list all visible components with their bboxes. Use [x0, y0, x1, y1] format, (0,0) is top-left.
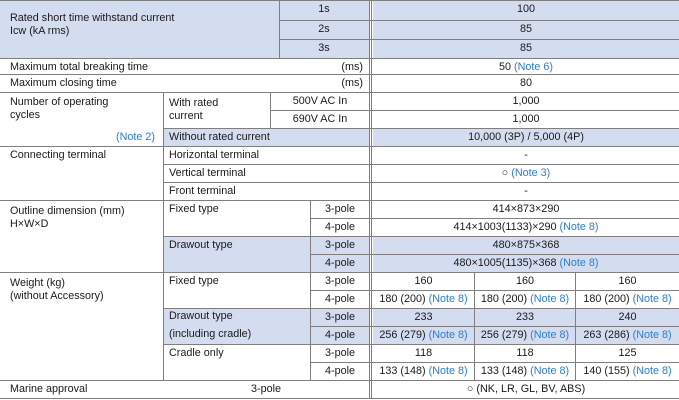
front-terminal-value: -	[524, 185, 528, 197]
vertical-terminal-label: Vertical terminal	[169, 167, 246, 179]
outline-drawout-4pole-label: 4-pole	[324, 257, 355, 269]
front-terminal-label: Front terminal	[169, 185, 236, 197]
marine-approval-value: ○ (NK, LR, GL, BV, ABS)	[466, 383, 586, 395]
weight-fixed-3pole-col1: 160	[414, 275, 433, 287]
without-rated-current-label: Without rated current	[169, 131, 270, 143]
horizontal-terminal-value: -	[524, 149, 528, 161]
v690-value: 1,000	[512, 113, 540, 125]
v500-value: 1,000	[512, 95, 540, 107]
weight-fixed-4pole-label: 4-pole	[324, 293, 355, 305]
closing-time-label: Maximum closing time	[10, 77, 117, 89]
weight-cradle-4pole-label: 4-pole	[324, 365, 355, 377]
outline-drawout-3pole-label: 3-pole	[324, 239, 355, 251]
weight-drawout-4pole-label: 4-pole	[324, 329, 355, 341]
outline-drawout-type-label: Drawout type	[169, 239, 233, 251]
weight-cradle-only-label: Cradle only	[169, 347, 224, 359]
v690-label: 690V AC In	[292, 113, 348, 125]
weight-cradle-3pole-col3: 125	[618, 347, 637, 359]
with-rated-current-label: With rated current	[169, 97, 219, 122]
outline-dimension-label: Outline dimension (mm) H×W×D	[10, 205, 125, 230]
outline-fixed-type-label: Fixed type	[169, 203, 219, 215]
outline-fixed-4pole-label: 4-pole	[324, 221, 355, 233]
icw-value-1s: 100	[516, 3, 535, 15]
icw-label: Rated short time withstand current Icw (kA rms)	[10, 12, 175, 37]
weight-drawout-3pole-col2: 233	[515, 311, 534, 323]
weight-label: Weight (kg) (without Accessory)	[10, 277, 104, 302]
weight-cradle-4pole-col3: 140 (155) (Note 8)	[583, 365, 672, 377]
icw-time-1s: 1s	[318, 3, 330, 15]
closing-time-value: 80	[519, 77, 532, 89]
weight-fixed-3pole-label: 3-pole	[324, 275, 355, 287]
outline-fixed-4pole-value: 414×1003(1133)×290 (Note 8)	[453, 221, 599, 233]
weight-fixed-type-label: Fixed type	[169, 275, 219, 287]
icw-time-3s: 3s	[318, 42, 330, 54]
outline-fixed-3pole-label: 3-pole	[324, 203, 355, 215]
breaking-time-unit: (ms)	[341, 61, 363, 73]
weight-drawout-3pole-label: 3-pole	[324, 311, 355, 323]
breaking-time-label: Maximum total breaking time	[10, 61, 149, 73]
marine-approval-pole: 3-pole	[250, 383, 281, 395]
weight-drawout-3pole-col1: 233	[414, 311, 433, 323]
icw-value-3s: 85	[519, 42, 532, 54]
without-rated-current-value: 10,000 (3P) / 5,000 (4P)	[468, 131, 584, 143]
weight-fixed-4pole-col3: 180 (200) (Note 8)	[583, 293, 672, 305]
weight-drawout-4pole-col2: 256 (279) (Note 8)	[480, 329, 570, 341]
breaking-time-value: 50 (Note 6)	[498, 61, 554, 73]
weight-fixed-4pole-col1: 180 (200) (Note 8)	[379, 293, 468, 305]
weight-drawout-4pole-col1: 256 (279) (Note 8)	[379, 329, 468, 341]
closing-time-unit: (ms)	[341, 77, 363, 89]
vertical-terminal-value: ○ (Note 3)	[501, 167, 551, 179]
weight-cradle-3pole-col2: 118	[516, 347, 534, 359]
weight-cradle-3pole-col1: 118	[414, 347, 433, 359]
weight-fixed-3pole-col2: 160	[515, 275, 534, 287]
outline-fixed-3pole-value: 414×873×290	[492, 203, 560, 215]
weight-drawout-type-label: Drawout type (including cradle)	[169, 310, 252, 340]
horizontal-terminal-label: Horizontal terminal	[169, 149, 260, 161]
operating-cycles-label: Number of operating cycles	[10, 96, 109, 121]
weight-cradle-4pole-col2: 133 (148) (Note 8)	[480, 365, 570, 377]
weight-fixed-3pole-col3: 160	[618, 275, 637, 287]
marine-approval-label: Marine approval	[10, 383, 88, 395]
v500-label: 500V AC In	[292, 95, 348, 107]
weight-drawout-3pole-col3: 240	[618, 311, 637, 323]
outline-drawout-4pole-value: 480×1005(1135)×368 (Note 8)	[453, 257, 599, 269]
outline-drawout-3pole-value: 480×875×368	[492, 239, 560, 251]
weight-drawout-4pole-col3: 263 (286) (Note 8)	[583, 329, 672, 341]
connecting-terminal-label: Connecting terminal	[10, 149, 107, 161]
weight-fixed-4pole-col2: 180 (200) (Note 8)	[480, 293, 570, 305]
operating-cycles-note: (Note 2)	[115, 131, 155, 143]
weight-cradle-3pole-label: 3-pole	[324, 347, 355, 359]
icw-value-2s: 85	[519, 23, 532, 35]
weight-cradle-4pole-col1: 133 (148) (Note 8)	[379, 365, 468, 377]
icw-time-2s: 2s	[318, 23, 330, 35]
